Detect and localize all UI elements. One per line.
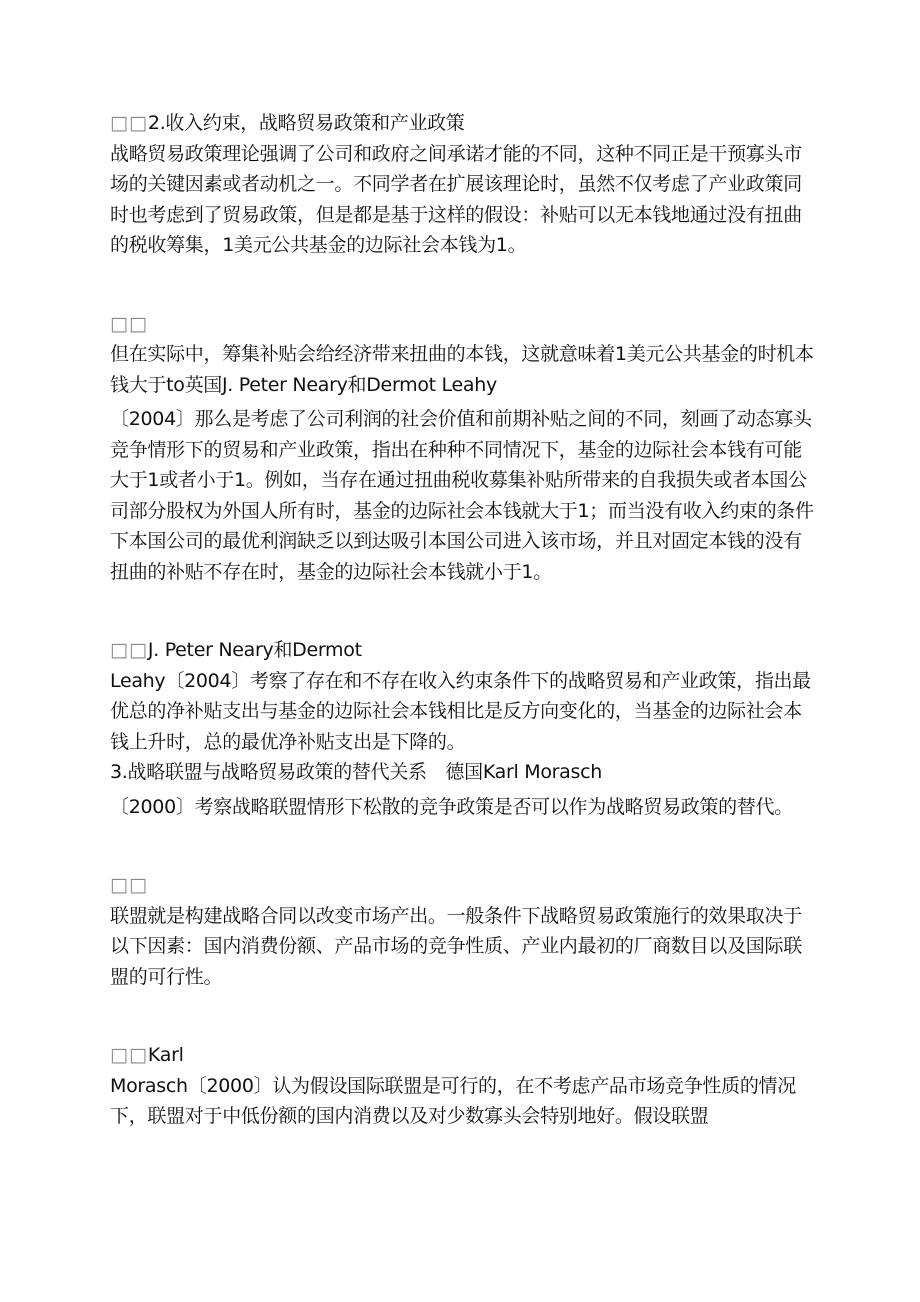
placeholder-line	[110, 870, 815, 901]
placeholder-glyphs: □□	[110, 1044, 148, 1066]
paragraph-lead	[110, 635, 815, 666]
paragraph: 联盟就是构建战略合同以改变市场产出。一般条件下战略贸易政策施行的效果取决于以下因素：国内消费份额、产品市场的竞争性质、产业内最初的厂商数目以及国际联盟的可行性。	[110, 904, 802, 988]
placeholder-glyphs: □□	[110, 639, 148, 661]
paragraph-lead-text: J. Peter Neary和Dermot	[147, 639, 362, 661]
placeholder-glyphs: □□	[110, 874, 148, 896]
section-heading-text: 2.收入约束，战略贸易政策和产业政策	[147, 112, 465, 134]
section-heading	[110, 108, 815, 139]
paragraph-lead-text: Karl	[147, 1044, 184, 1066]
paragraph: Leahy〔2004〕考察了存在和不存在收入约束条件下的战略贸易和产业政策，指出最优总的净补贴支出与基金的边际社会本钱相比是反方向变化的，当基金的边际社会本钱上升时，总的最优净补贴支出是下降的。	[110, 669, 811, 753]
placeholder-line	[110, 309, 815, 340]
section-heading: 3.战略联盟与战略贸易政策的替代关系 德国Karl Morasch	[110, 761, 602, 783]
document-body	[110, 108, 815, 1132]
placeholder-glyphs: □□	[110, 112, 148, 134]
paragraph: 但在实际中，筹集补贴会给经济带来扭曲的本钱，这就意味着1美元公共基金的时机本钱大于to英国J. Peter Neary和Dermot Leahy	[110, 343, 814, 396]
placeholder-glyphs: □□	[110, 312, 148, 335]
paragraph: 〔2004〕那么是考虑了公司利润的社会价值和前期补贴之间的不同，刻画了动态寡头竞争情形下的贸易和产业政策，指出在种种不同情况下，基金的边际社会本钱有可能大于1或者小于1。例如，当存在通过扭曲税收募集补贴所带来的自我损失或者本国公司部分股权为外国人所有时，基金的边际社会本钱就大于1；而当没有收入约束的条件下本国公司的最优利润缺乏以到达吸引本国公司进入该市场，并且对固定本钱的没有扭曲的补贴不存在时，基金的边际社会本钱就小于1。	[110, 408, 814, 583]
paragraph: 〔2000〕考察战略联盟情形下松散的竞争政策是否可以作为战略贸易政策的替代。	[110, 795, 793, 818]
paragraph-lead	[110, 1040, 815, 1071]
paragraph: 战略贸易政策理论强调了公司和政府之间承诺才能的不同，这种不同正是干预寡头市场的关键因素或者动机之一。不同学者在扩展该理论时，虽然不仅考虑了产业政策同时也考虑到了贸易政策，但是都是基于这样的假设：补贴可以无本钱地通过没有扭曲的税收筹集，1美元公共基金的边际社会本钱为1。	[110, 142, 802, 256]
paragraph: Morasch〔2000〕认为假设国际联盟是可行的，在不考虑产品市场竞争性质的情况下，联盟对于中低份额的国内消费以及对少数寡头会特别地好。假设联盟	[110, 1074, 796, 1127]
